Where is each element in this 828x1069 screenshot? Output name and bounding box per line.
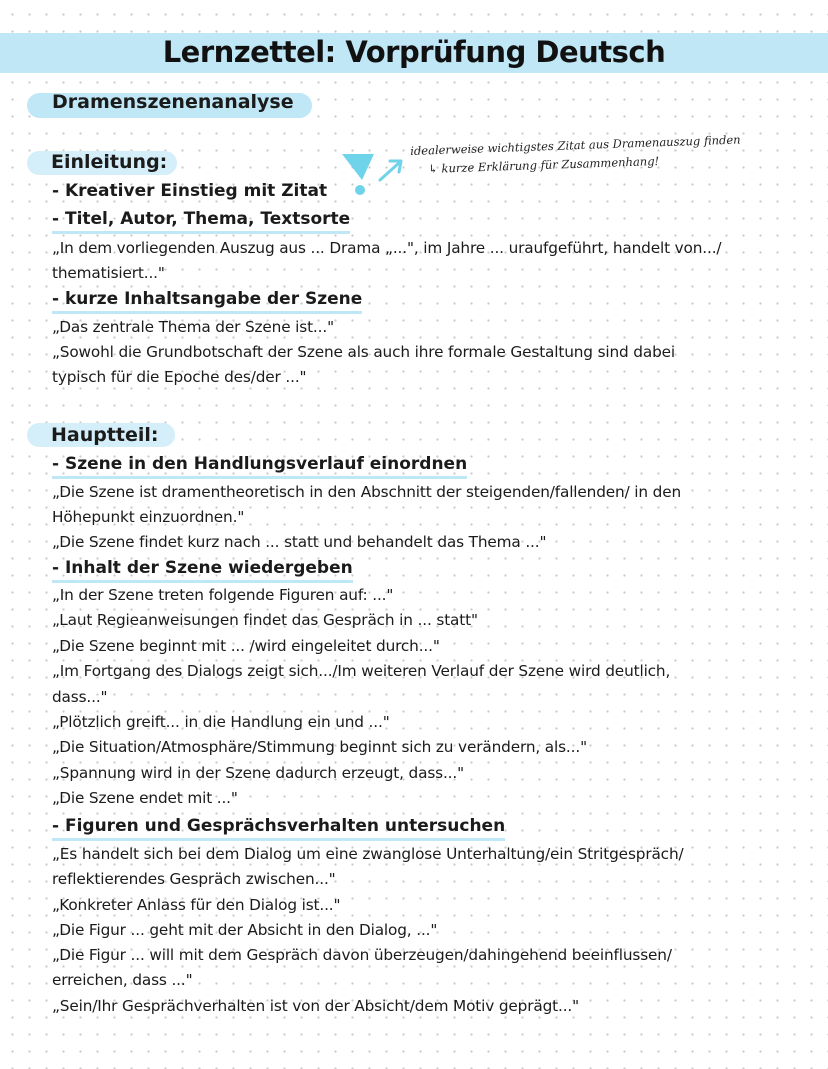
text-line: „Die Figur ... will mit dem Gespräch davon überzeugen/dahingehend beeinflussen/ (52, 946, 672, 964)
text-line: „Es handelt sich bei dem Dialog um eine zwanglose Unterhaltung/ein Stritgespräch/ (52, 845, 684, 863)
text-line: „Spannung wird in der Szene dadurch erzeugt, dass..." (52, 764, 464, 782)
text-line: „Die Figur ... geht mit der Absicht in den Dialog, ..." (52, 921, 438, 939)
einleitung-bullet-3: - kurze Inhaltsangabe der Szene (52, 289, 362, 309)
text-line: reflektierendes Gespräch zwischen..." (52, 870, 336, 888)
text-line: „Im Fortgang des Dialogs zeigt sich.../Im weiteren Verlauf der Szene wird deutlich, (52, 662, 671, 680)
einleitung-bullet-2: - Titel, Autor, Thema, Textsorte (52, 209, 350, 229)
annotation-line-1: idealerweise wichtigstes Zitat aus Dramenauszug finden (410, 132, 741, 158)
text-line: „Die Szene endet mit ..." (52, 789, 238, 807)
text-line: „In der Szene treten folgende Figuren auf: ..." (52, 586, 394, 604)
text-line: thematisiert..." (52, 264, 165, 282)
exclamation-arrow-icon (340, 150, 410, 200)
text-line: „Die Szene beginnt mit ... /wird eingeleitet durch..." (52, 637, 440, 655)
page-title: Lernzettel: Vorprüfung Deutsch (162, 35, 666, 69)
text-line: „Plötzlich greift... in die Handlung ein und ..." (52, 713, 390, 731)
text-line: „Die Szene findet kurz nach ... statt und behandelt das Thema ..." (52, 533, 547, 551)
text-line: „Das zentrale Thema der Szene ist..." (52, 318, 334, 336)
subheading-inhalt: - Inhalt der Szene wiedergeben (52, 558, 353, 578)
einleitung-bullet-1: - Kreativer Einstieg mit Zitat (52, 181, 328, 201)
annotation-line-2: ↳ kurze Erklärung für Zusammenhang! (428, 153, 660, 176)
text-line: „Sowohl die Grundbotschaft der Szene als auch ihre formale Gestaltung sind dabei (52, 343, 676, 361)
text-line: „Die Situation/Atmosphäre/Stimmung beginnt sich zu verändern, als..." (52, 738, 587, 756)
text-line: typisch für die Epoche des/der ..." (52, 368, 307, 386)
hauptteil-heading: Hauptteil: (51, 424, 159, 446)
text-line: „Sein/Ihr Gesprächverhalten ist von der Absicht/dem Motiv geprägt..." (52, 997, 580, 1015)
text-line: „Die Szene ist dramentheoretisch in den Abschnitt der steigenden/fallenden/ in den (52, 483, 682, 501)
section-title: Dramenszenenanalyse (52, 91, 294, 113)
subheading-handlungsverlauf: - Szene in den Handlungsverlauf einordnen (52, 454, 467, 474)
einleitung-heading: Einleitung: (51, 151, 168, 173)
text-line: „Konkreter Anlass für den Dialog ist..." (52, 896, 341, 914)
text-line: „In dem vorliegenden Auszug aus ... Drama „...", im Jahre ... uraufgeführt, handelt von.../ (52, 239, 722, 257)
text-line: Höhepunkt einzuordnen." (52, 508, 245, 526)
subheading-figuren: - Figuren und Gesprächsverhalten untersuchen (52, 816, 505, 836)
text-line: „Laut Regieanweisungen findet das Gespräch in ... statt" (52, 611, 478, 629)
text-line: dass..." (52, 688, 108, 706)
text-line: erreichen, dass ..." (52, 971, 193, 989)
